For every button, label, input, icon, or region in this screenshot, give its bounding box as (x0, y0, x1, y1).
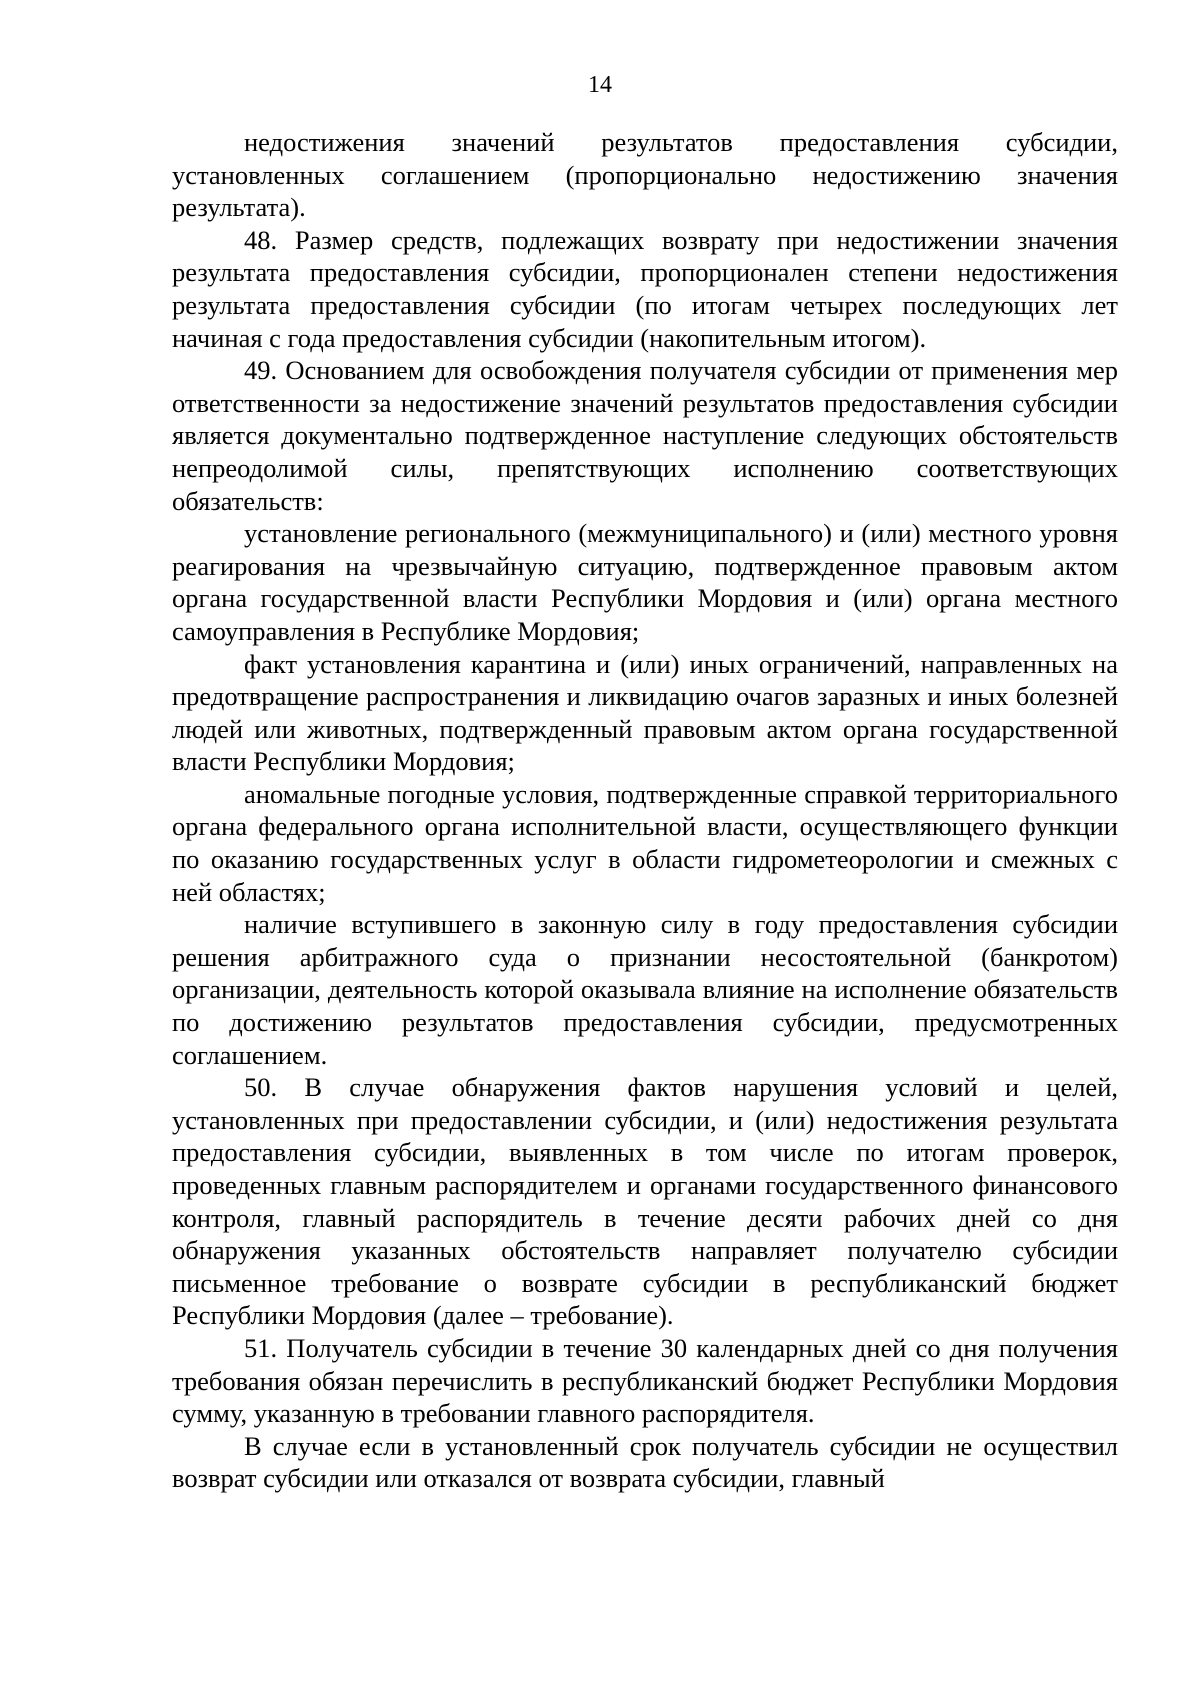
paragraph-50: 50. В случае обнаружения фактов нарушения условий и целей, установленных при предоставлении субсидии, и (или) недостижения результата предоставления субсидии, выявленных в том числе по итогам проверок, проведенных главным распорядителем и органами государственного финансового контроля, главный распорядитель в течение десяти рабочих дней со дня обнаружения указанных обстоятельств направляет получателю субсидии письменное требование о возврате субсидии в республиканский бюджет Республики Мордовия (далее – требование). (172, 1072, 1118, 1331)
document-body (172, 126, 1118, 1495)
paragraph-48: 48. Размер средств, подлежащих возврату при недостижении значения результата предоставления субсидии, пропорционален степени недостижения результата предоставления субсидии (по итогам четырех последующих лет начиная с года предоставления субсидии (накопительным итогом). (172, 224, 1118, 353)
paragraph-51: 51. Получатель субсидии в течение 30 календарных дней со дня получения требования обязан перечислить в республиканский бюджет Республики Мордовия сумму, указанную в требовании главного распорядителя. (172, 1332, 1118, 1429)
paragraph-49-item-weather: аномальные погодные условия, подтвержденные справкой территориального органа федерального органа исполнительной власти, осуществляющего функции по оказанию государственных услуг в области гидрометеорологии и смежных с ней областях; (172, 778, 1118, 907)
paragraph-continuation: недостижения значений результатов предоставления субсидии, установленных соглашением (пропорционально недостижению значения результата). (172, 127, 1118, 223)
paragraph-49-item-quarantine: факт установления карантина и (или) иных ограничений, направленных на предотвращение распространения и ликвидацию очагов заразных и иных болезней людей или животных, подтвержденный правовым актом органа государственной власти Республики Мордовия; (172, 648, 1118, 777)
paragraph-49: 49. Основанием для освобождения получателя субсидии от применения мер ответственности за недостижение значений результатов предоставления субсидии является документально подтвержденное наступление следующих обстоятельств непреодолимой силы, препятствующих исполнению соответствующих обязательств: (172, 355, 1118, 516)
page-number: 14 (588, 72, 612, 98)
paragraph-49-item-bankruptcy: наличие вступившего в законную силу в году предоставления субсидии решения арбитражного суда о признании несостоятельной (банкротом) организации, деятельность которой оказывала влияние на исполнение обязательств по достижению результатов предоставления субсидии, предусмотренных соглашением. (172, 909, 1118, 1070)
paragraph-49-item-emergency: установление регионального (межмуниципального) и (или) местного уровня реагирования на чрезвычайную ситуацию, подтвержденное правовым актом органа государственной власти Республики Мордовия и (или) органа местного самоуправления в Республике Мордовия; (172, 518, 1118, 646)
paragraph-51-continued: В случае если в установленный срок получатель субсидии не осуществил возврат субсидии или отказался от возврата субсидии, главный (172, 1430, 1118, 1494)
